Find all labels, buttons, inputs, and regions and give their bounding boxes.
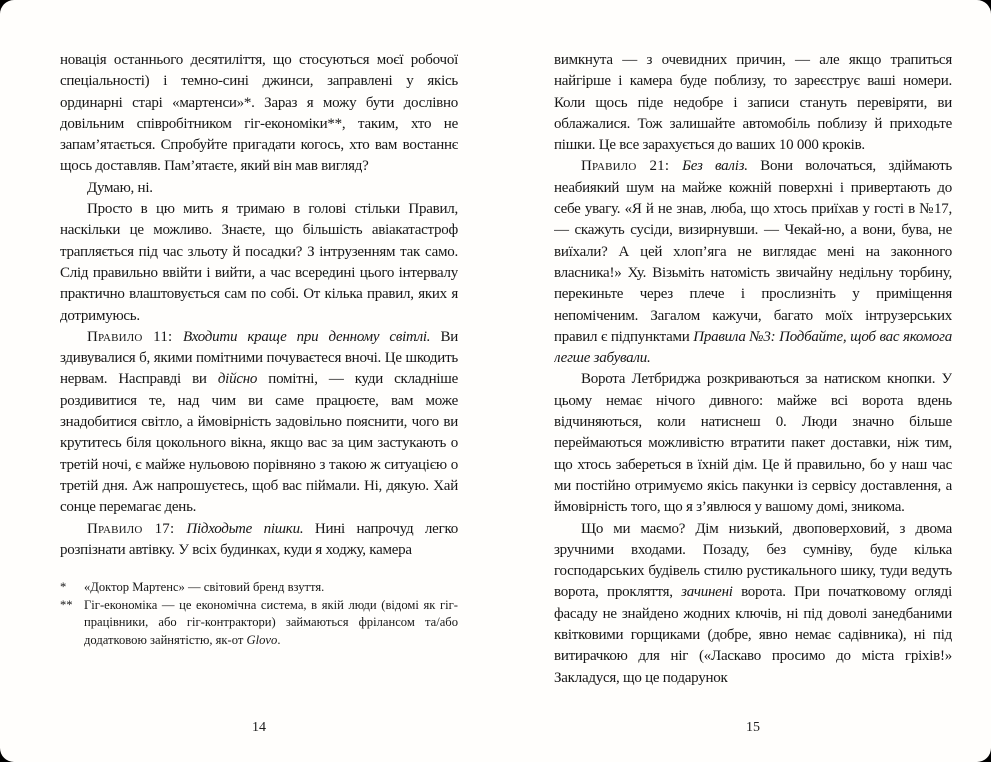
text-run: Ворота Летбриджа розкриваються за натиском кнопки. У цьому немає нічого дивного: майже всі ворота вдень відчиняються, коли натиснеш 0. Люди значно більше переймаються можливістю втратити пакет доставки, ніж тим, що хтось забереться в їхній дім. Це й правильно, бо у наш час ми постійно отримуємо якісь пакунки із сервісу доставлення, а ймовірність того, що я з’явлюся у вашому домі, зникома. [554, 371, 952, 516]
text-run: . [277, 632, 281, 647]
text-run: Ви здивувалися б, якими помітними почуваєтеся вночі. Це шкодить нервам. Насправді ви [60, 328, 458, 388]
text-run: Підходьте пішки. [186, 520, 304, 537]
page-content-right [554, 50, 952, 707]
page-left [60, 50, 458, 762]
paragraph [60, 327, 458, 519]
text-run: Входити краще при денному світлі. [183, 328, 431, 345]
text-run: Нині напрочуд легко розпізнати автівку. У всіх будинках, куди я ходжу, камера [60, 520, 458, 558]
footnote [60, 579, 458, 597]
paragraph [60, 199, 458, 327]
paragraph [554, 156, 952, 369]
footnotes [60, 579, 458, 649]
text-run: Вони волочаться, здіймають неабиякий шум на майже кожній поверхні і привертають до себе увагу. «Я й не знав, люба, що хтось приїхав у гості в №17, — скажуть сусіди, визирнувши. — Чекай-но, а вони, бува, не виїхали? А цей хлоп’яга не виглядає мені на законного власника!» Ху. Візьміть натомість звичайну недільну торбину, перекиньте через плече і прослизніть у приміщення непоміченим. Загалом кажучи, багато моїх інтрузерських правил є підпунктами [554, 158, 952, 345]
footnote-marker: * [60, 580, 67, 595]
text-run: Думаю, ні. [87, 179, 153, 196]
text-run: Без валіз. [682, 158, 748, 175]
page-number-left: 14 [252, 720, 266, 735]
page-body-right [554, 50, 952, 689]
text-run: вимкнута — з очевидних причин, — але якщо трапиться найгірше і камера буде поблизу, то зареєструє ваші номери. Коли щось піде недобре і записи стануть перевіряти, ви облажалися. Тож залишайте автомобіль поблизу й приходьте пішки. Це все зарахується до ваших 10 000 кроків. [554, 52, 952, 154]
footnote-marker: ** [60, 597, 73, 612]
text-run: Правила №3: Подбайте, щоб вас якомога легше забували. [554, 328, 952, 367]
paragraph [554, 50, 952, 156]
text-run: зачинені [681, 584, 733, 601]
text-run: новація останнього десятиліття, що стосуються моєї робочої спеціальності) і темно-сині джинси, заправлені у якісь ординарні старі «мартенси»*. Зараз я можу бути дослівно довільним співробітником гіг-економіки**, таким, хто не запам’ятається. Спробуйте пригадати когось, хто вам востаннє щось доставляв. Пам’ятаєте, який він мав вигляд? [60, 52, 458, 175]
footnote-text [84, 597, 458, 650]
paragraph [554, 519, 952, 689]
page-content-left [60, 50, 458, 650]
paragraph [554, 369, 952, 518]
text-run: Гіг-економіка — це економічна система, в якій люди (відомі як гіг-працівники, або гіг-контрактори) займаються фрілансом та/або додатковою зайнятістю, як-от [84, 597, 458, 647]
text-run: Glovo [246, 632, 278, 647]
text-run: Правило 11: [87, 328, 183, 345]
text-run: «Доктор Мартенс» — світовий бренд взуття. [84, 580, 325, 595]
paragraph [60, 50, 458, 178]
text-run: Правило 21: [581, 158, 683, 175]
text-run: Правило 17: [87, 520, 187, 537]
page-number-right: 15 [746, 720, 760, 735]
page-body-left [60, 50, 458, 561]
paragraph [60, 519, 458, 562]
paragraph [60, 178, 458, 199]
footnote [60, 597, 458, 650]
text-run: Що ми маємо? Дім низький, двоповерховий, з двома зручними входами. Позаду, без сумніву, буде кілька господарських будівель стилю рустикального шику, туди ведуть ворота, прокляття, [554, 520, 952, 601]
page-right [554, 50, 952, 762]
text-run: ворота. При початковому огляді фасаду не знайдено жодних ключів, ні під доволі занедбаними квітковими горщиками (добре, явно немає садівника), ні під витирачкою для ніг («Ласкаво просимо до міста гріхів!» Закладуся, що це подарунок [554, 584, 952, 686]
text-run: дійсно [217, 371, 258, 388]
text-run: помітні, — куди складніше роздивитися те, над чим ви саме працюєте, вам може знадобитися світло, а ймовірність задовільно пояснити, чого ви крутитесь біля цокольного вікна, якщо вас за цим застукають о третій ночі, є майже нульовою порівняно з такою ж ситуацією о третій дня. Аж напрошуєтесь, щоб вас піймали. Ні, дякую. Хай сонце перемагає день. [60, 371, 458, 516]
text-run: Просто в цю мить я тримаю в голові стільки Правил, наскільки це можливо. Знаєте, що більшість авіакатастроф трапляється під час зльоту й посадки? З інтрузенням так само. Слід правильно ввійти і вийти, а час всередині цього інтервалу практично влаштовується сам по собі. От кілька правил, яких я дотримуюсь. [60, 201, 458, 324]
footnote-text [84, 579, 458, 597]
